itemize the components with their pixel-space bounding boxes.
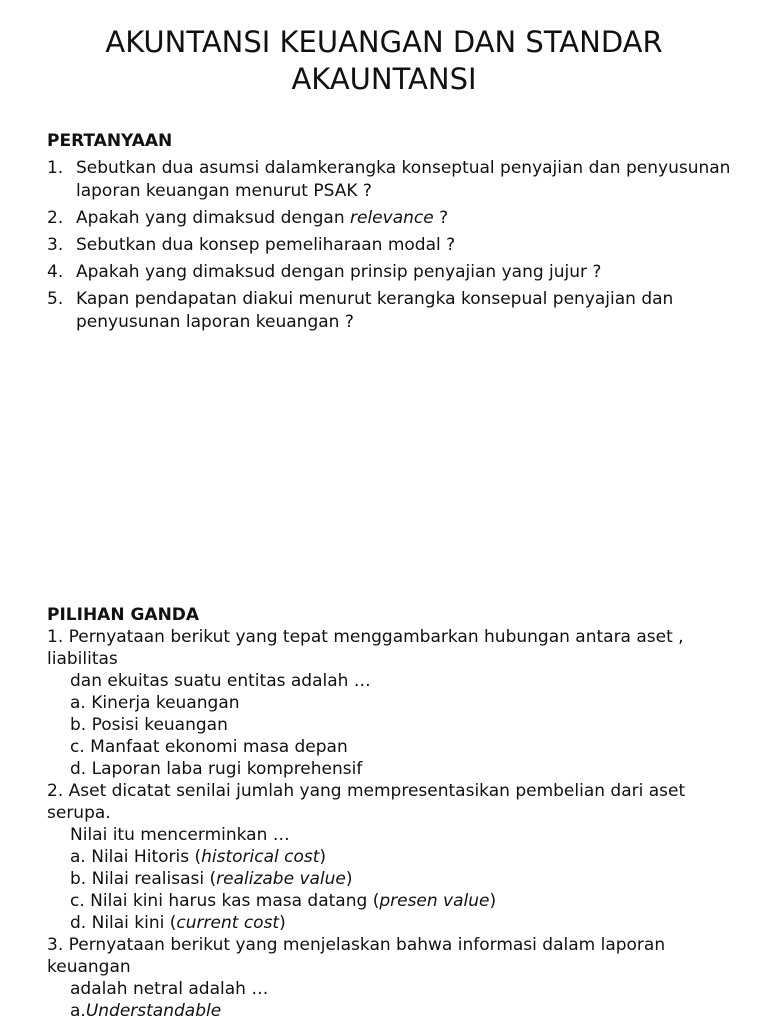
- mc-question-1: 1. Pernyataan berikut yang tepat menggambarkan hubungan antara aset , liabilitas: [47, 627, 684, 669]
- mc-option: d. Laporan laba rugi komprehensif: [70, 759, 363, 779]
- list-item: [47, 157, 737, 203]
- mc-question-3: 3. Pernyataan berikut yang menjelaskan bahwa informasi dalam laporan keuangan: [47, 935, 666, 977]
- list-item: [47, 288, 737, 334]
- mc-option: b. Posisi keuangan: [70, 715, 228, 735]
- mc-option: [47, 846, 737, 868]
- section-heading-pilihan-ganda: PILIHAN GANDA: [47, 605, 200, 625]
- mc-option-pre: b. Nilai realisasi (: [70, 869, 217, 889]
- item-text: Sebutkan dua asumsi dalamkerangka konseptual penyajian dan penyusunan laporan keuangan menurut PSAK ?: [76, 158, 731, 201]
- list-item: [47, 207, 737, 230]
- title-line-1: AKUNTANSI KEUANGAN DAN STANDAR: [105, 25, 663, 59]
- item-text-pre: Apakah yang dimaksud dengan: [76, 208, 351, 228]
- mc-option-italic: historical cost: [201, 847, 320, 867]
- mc-question-3-continuation: adalah netral adalah …: [70, 979, 269, 999]
- item-text: Sebutkan dua konsep pemeliharaan modal ?: [76, 235, 456, 255]
- mc-option-post: ): [489, 891, 497, 911]
- multiple-choice-block: [47, 626, 737, 1022]
- mc-option-pre: a. Nilai Hitoris (: [70, 847, 202, 867]
- item-number: 1.: [47, 158, 64, 178]
- question-list: [47, 157, 737, 338]
- item-number: 5.: [47, 289, 64, 309]
- mc-option-pre: a.: [70, 1001, 86, 1021]
- mc-option: [47, 868, 737, 890]
- mc-question-2-continuation: Nilai itu mencerminkan …: [70, 825, 290, 845]
- mc-option: [47, 912, 737, 934]
- item-text: Apakah yang dimaksud dengan prinsip penyajian yang jujur ?: [76, 262, 602, 282]
- mc-option-post: ): [279, 913, 286, 933]
- mc-option-italic: presen value: [379, 891, 490, 911]
- item-text-italic: relevance: [350, 208, 434, 228]
- mc-question-2: 2. Aset dicatat senilai jumlah yang mempresentasikan pembelian dari aset serupa.: [47, 781, 686, 823]
- mc-option-italic: current cost: [176, 913, 280, 933]
- mc-option: a. Kinerja keuangan: [70, 693, 240, 713]
- mc-option-pre: d. Nilai kini (: [70, 913, 177, 933]
- list-item: [47, 234, 737, 257]
- item-text-post: ?: [433, 208, 449, 228]
- item-text: Kapan pendapatan diakui menurut kerangka konsepual penyajian dan penyusunan laporan keuangan ?: [76, 289, 674, 332]
- mc-option-italic: Understandable: [85, 1001, 222, 1021]
- section-heading-pertanyaan: PERTANYAAN: [47, 131, 173, 151]
- mc-option-italic: realizabe value: [216, 869, 346, 889]
- mc-option: [47, 890, 737, 912]
- mc-question-1-continuation: dan ekuitas suatu entitas adalah …: [70, 671, 371, 691]
- mc-option-post: ): [345, 869, 353, 889]
- mc-option-pre: c. Nilai kini harus kas masa datang (: [70, 891, 380, 911]
- mc-option-post: ): [319, 847, 327, 867]
- title-line-2: AKAUNTANSI: [291, 62, 477, 96]
- item-number: 4.: [47, 262, 64, 282]
- mc-option: c. Manfaat ekonomi masa depan: [70, 737, 348, 757]
- mc-option: [47, 1000, 737, 1022]
- list-item: [47, 261, 737, 284]
- item-number: 2.: [47, 208, 64, 228]
- item-number: 3.: [47, 235, 64, 255]
- document-title: [0, 24, 768, 98]
